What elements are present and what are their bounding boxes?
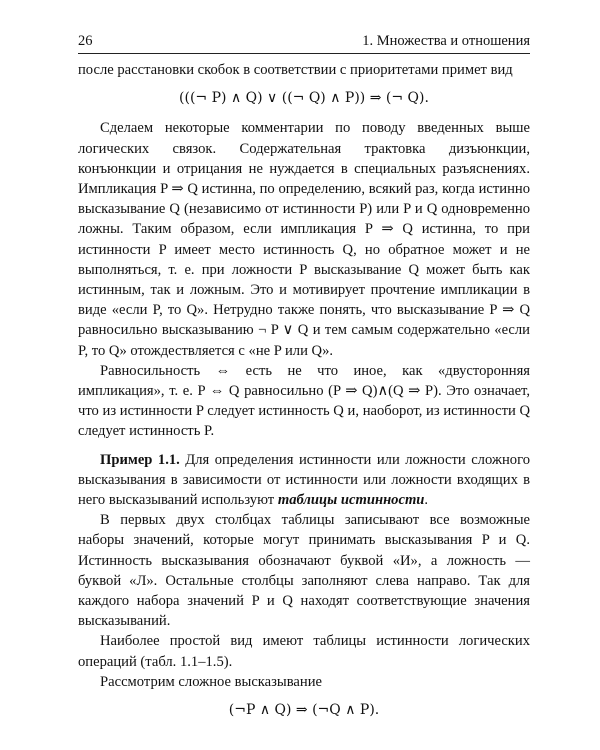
paragraph-continuation: после расстановки скобок в соответствии с приоритетами примет вид bbox=[78, 62, 513, 78]
example-term: таблицы истинности bbox=[277, 492, 425, 509]
page-number: 26 bbox=[78, 33, 93, 49]
paragraph-tables: Наиболее простой вид имеют таблицы истинности логических операций (табл. 1.1–1.5). bbox=[78, 633, 530, 670]
chapter-title: 1. Множества и отношения bbox=[362, 33, 530, 49]
formula-1: (((¬ P) ∧ Q) ∨ ((¬ Q) ∧ P)) ⇒ (¬ Q). bbox=[179, 90, 429, 107]
example-label: Пример 1.1. bbox=[100, 451, 180, 468]
paragraph-columns: В первых двух столбцах таблицы записывают все возможные наборы значений, которые могут принимать высказывания P и Q. Истинность высказывания обозначают буквой «И», а ложность — буквой «Л». Остальные столбцы заполняют слева направо. Так для каждого набора значений P и Q находят соответствующие значения высказываний. bbox=[78, 512, 530, 630]
page-header bbox=[78, 33, 530, 54]
example-end: . bbox=[424, 492, 429, 509]
paragraph-equivalence: Равносильность ⇔ есть не что иное, как «двусторонняя импликация», т. е. P ⇔ Q равносильно (P ⇒ Q)∧(Q ⇒ P). Это означает, что из истинности P следует истинность Q и, наоборот, из истинности Q следует истинность P. bbox=[78, 362, 530, 440]
formula-2: (¬P ∧ Q) ⇒ (¬Q ∧ P). bbox=[228, 702, 380, 719]
example-text: Для определения истинности или ложности сложного высказывания в зависимости от истинности или ложности входящих в него высказываний используют bbox=[78, 451, 530, 509]
paragraph-example bbox=[78, 450, 530, 511]
paragraph-consider: Рассмотрим сложное высказывание bbox=[100, 673, 322, 690]
page-body bbox=[78, 60, 530, 730]
paragraph-comments: Сделаем некоторые комментарии по поводу введенных выше логических связок. Содержательная трактовка дизъюнкции, конъюнкции и отрицания не нуждается в специальных разъяснениях. Импликация P ⇒ Q истинна, по определению, всякий раз, когда истинно высказывание Q (независимо от истинности P) или P и Q одновременно ложны. Таким образом, если импликация P ⇒ Q истинна, то при истинности P имеет место истинность Q, но обратное может и не выполняться, т. е. при ложности P высказывание Q может быть как истинным, так и ложным. Это и мотивирует прочтение импликации в виде «если P, то Q». Нетрудно также понять, что высказывание P ⇒ Q равносильно высказыванию ¬ P ∨ Q и тем самым содержательно «если P, то Q» отождествляется с «не P или Q». bbox=[78, 120, 530, 359]
